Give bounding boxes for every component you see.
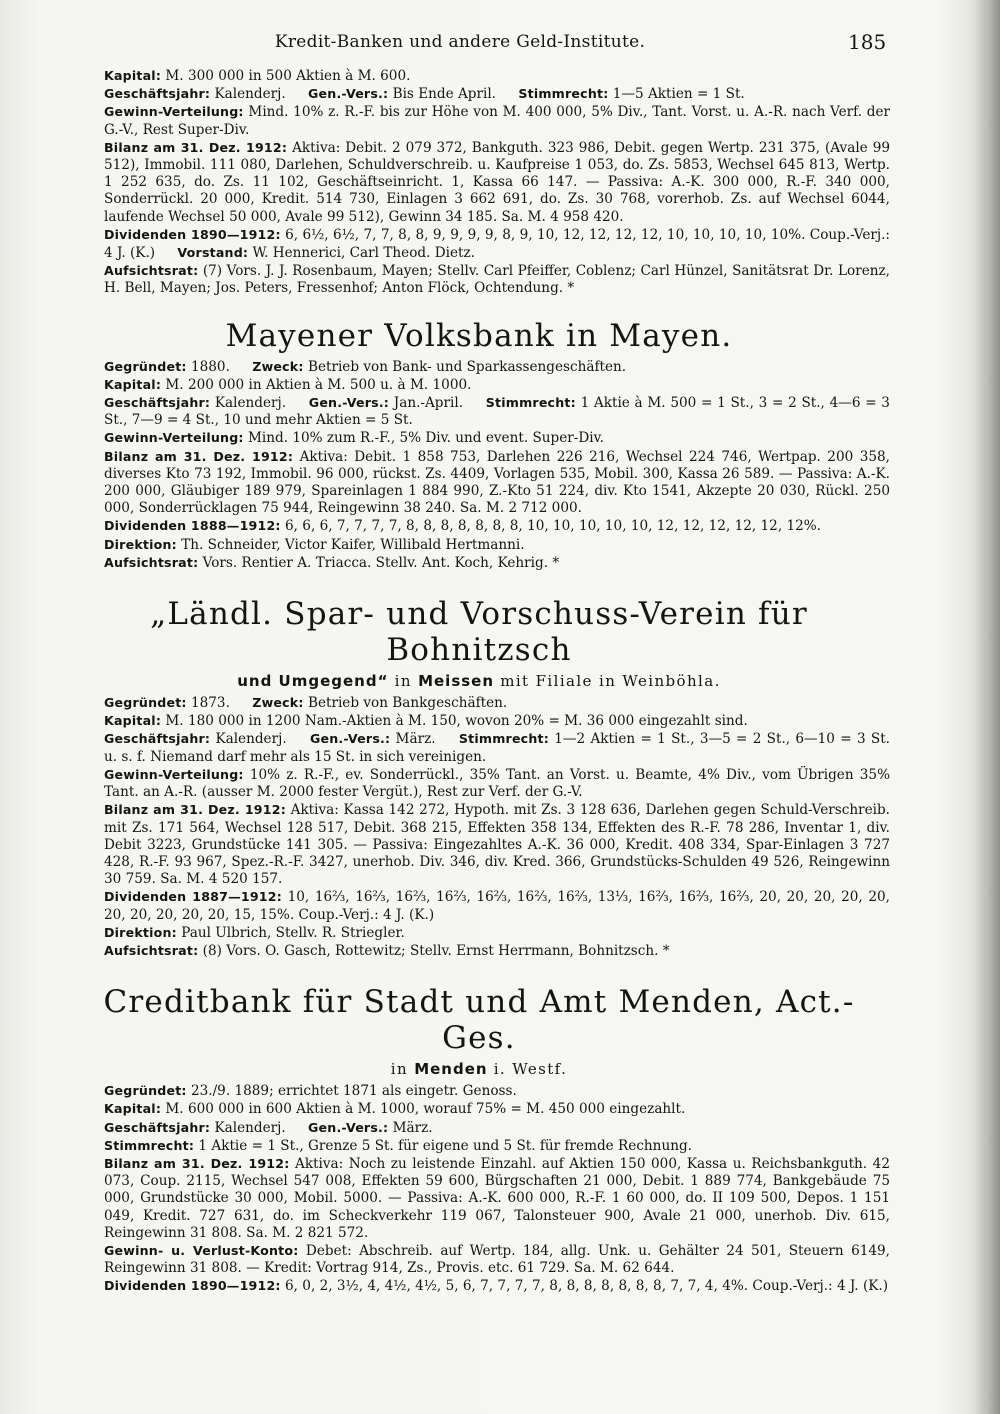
- entry-field: Bilanz am 31. Dez. 1912: Aktiva: Debit. 2 079 372, Bankguth. 323 986, Debit. gegen Wertp. 231 375, (Avale 99 512), Immobil. 111 080, Darlehen, Schuldverschreib. u. Kaufpreise 1 053, do. Zs. 5853, Wechsel 645 813, Wertp. 1 252 635, do. Zs. 11 102, Geschäftseinricht. 1, Kassa 66 147. — Passiva: A.-K. 300 000, R.-F. 340 000, Sonderrückl. 20 000, Kredit. 514 730, Einlagen 3 662 691, do. Zs. 30 768, vorerhob. Zs. auf Wechsel 6044, laufende Wechsel 50 000, Avale 99 512), Gewinn 34 185. Sa. M. 4 958 420.: [104, 139, 890, 225]
- entry-field: Aufsichtsrat: Vors. Rentier A. Triacca. Stellv. Ant. Koch, Kehrig. *: [104, 554, 560, 571]
- entry-field: Geschäftsjahr: Kalenderj. Gen.-Vers.: Jan.-April. Stimmrecht: 1 Aktie à M. 500 = 1 St., 3 = 2 St., 4—6 = 3 St., 7—9 = 4 St., 10 und mehr Aktien = 5 St.: [104, 395, 890, 429]
- entry-field: Kapital: M. 600 000 in 600 Aktien à M. 1000, worauf 75% = M. 450 000 eingezahlt.: [104, 1101, 686, 1118]
- entry-field: Dividenden 1890—1912: 6, 6½, 6½, 7, 7, 8, 8, 9, 9, 9, 9, 8, 9, 10, 12, 12, 12, 12, 10, 10, 10, 10, 10%. Coup.-Verj.: 4 J. (K.) Vorstand: W. Hennerici, Carl Theod. Dietz.: [104, 226, 890, 262]
- book-spine-shadow: [970, 0, 1000, 1414]
- subline-place: Meissen: [418, 672, 495, 691]
- text-column: [68, 67, 890, 1296]
- entry-field: Aufsichtsrat: (8) Vors. O. Gasch, Rottewitz; Stellv. Ernst Herrmann, Bohnitzsch. *: [104, 942, 670, 959]
- entry-field: Gewinn-Verteilung: Mind. 10% zum R.-F., 5% Div. und event. Super-Div.: [104, 430, 604, 447]
- entry-field: Direktion: Th. Schneider, Victor Kaifer, Willibald Hertmanni.: [104, 536, 525, 553]
- entry-continued: [68, 67, 890, 298]
- entry-field: Aufsichtsrat: (7) Vors. J. J. Rosenbaum, Mayen; Stellv. Carl Pfeiffer, Coblenz; Carl Hünzel, Sanitätsrat Dr. Lorenz, H. Bell, Mayen; Jos. Peters, Fressenhof; Anton Flöck, Ochtendung. *: [104, 263, 890, 297]
- bank-title: „Ländl. Spar- und Vorschuss-Verein für Bohnitzsch: [150, 596, 808, 669]
- entry-field: Gewinn- u. Verlust-Konto: Debet: Abschreib. auf Wertp. 184, allg. Unk. u. Gehälter 24 501, Steuern 6149, Reingewinn 31 808. — Kredit: Vortrag 914, Zs., Provis. etc. 61 729. Sa. M. 62 644.: [104, 1242, 890, 1277]
- entry-field: Kapital: M. 300 000 in 500 Aktien à M. 600.: [104, 68, 411, 84]
- bank-subline: in Menden i. Westf.: [390, 1060, 568, 1079]
- entry-creditbank-menden: [68, 984, 890, 1295]
- entry-field: Stimmrecht: 1 Aktie = 1 St., Grenze 5 St. für eigene und 5 St. für fremde Rechnung.: [104, 1137, 692, 1154]
- running-title: Kredit-Banken und andere Geld-Institute.: [274, 32, 646, 52]
- entry-field: Direktion: Paul Ulbrich, Stellv. R. Striegler.: [104, 924, 405, 941]
- entry-field: Dividenden 1890—1912: 6, 0, 2, 3½, 4, 4½, 4½, 5, 6, 7, 7, 7, 7, 8, 8, 8, 8, 8, 8, 8, 7, 7, 4, 4%. Coup.-Verj.: 4 J. (K.): [104, 1278, 889, 1295]
- subline-place: Menden: [414, 1060, 488, 1079]
- bank-title: Creditbank für Stadt und Amt Menden, Act.-Ges.: [103, 984, 855, 1057]
- entry-field: Gewinn-Verteilung: Mind. 10% z. R.-F. bis zur Höhe von M. 400 000, 5% Div., Tant. Vorst. u. A.-R. nach Verf. der G.-V., Rest Super-Div.: [104, 104, 890, 138]
- page-number: 185: [848, 30, 887, 54]
- entry-field: Gegründet: 23./9. 1889; errichtet 1871 als eingetr. Genoss.: [104, 1083, 517, 1100]
- entry-field: Dividenden 1888—1912: 6, 6, 6, 7, 7, 7, 7, 8, 8, 8, 8, 8, 8, 8, 10, 10, 10, 10, 10, 12, 12, 12, 12, 12, 12%.: [104, 518, 822, 535]
- entry-field: Kapital: M. 180 000 in 1200 Nam.-Aktien à M. 150, wovon 20% = M. 36 000 eingezahlt sind.: [104, 713, 748, 730]
- page-header: [0, 32, 1000, 58]
- bank-title: Mayener Volksbank in Mayen.: [225, 317, 733, 354]
- entry-bohnitzsch-verein: [68, 596, 890, 960]
- subline-bold: und Umgegend“: [237, 672, 389, 691]
- entry-mayener-volksbank: [68, 318, 890, 572]
- entry-field: Geschäftsjahr: Kalenderj. Gen.-Vers.: Bis Ende April. Stimmrecht: 1—5 Aktien = 1 St.: [104, 86, 745, 103]
- entry-field: Bilanz am 31. Dez. 1912: Aktiva: Noch zu leistende Einzahl. auf Aktien 150 000, Kassa u. Reichsbankguth. 42 073, Coup. 2115, Wechsel 547 008, Effekten 59 600, Bürgschaften 21 000, Debit. 1 889 774, Bankgebäude 75 000, Grundstücke 30 000, Mobil. 5000. — Passiva: A.-K. 600 000, R.-F. 1 60 000, do. II 109 500, Depos. 1 151 049, Kredit. 727 631, do. im Scheckverkehr 119 067, Talonsteuer 900, Avale 21 000, unerhob. Div. 615, Reingewinn 31 808. Sa. M. 2 821 572.: [104, 1155, 890, 1241]
- entry-field: Gegründet: 1873. Zweck: Betrieb von Bankgeschäften.: [104, 695, 508, 712]
- bank-subline: und Umgegend“ in Meissen mit Filiale in Weinböhla.: [237, 672, 721, 691]
- entry-field: Geschäftsjahr: Kalenderj. Gen.-Vers.: März. Stimmrecht: 1—2 Aktien = 1 St., 3—5 = 2 St., 6—10 = 3 St. u. s. f. Niemand darf mehr als 15 St. in sich vereinigen.: [104, 731, 890, 765]
- entry-field: Dividenden 1887—1912: 10, 16⅔, 16⅔, 16⅔, 16⅔, 16⅔, 16⅔, 16⅔, 13⅓, 16⅔, 16⅔, 16⅔, 20, 20, 20, 20, 20, 20, 20, 20, 20, 20, 15, 15%. Coup.-Verj.: 4 J. (K.): [104, 889, 890, 923]
- entry-field: Kapital: M. 200 000 in Aktien à M. 500 u. à M. 1000.: [104, 376, 472, 393]
- entry-field: Gewinn-Verteilung: 10% z. R.-F., ev. Sonderrückl., 35% Tant. an Vorst. u. Beamte, 4% Div., vom Übrigen 35% Tant. an A.-R. (ausser M. 2000 fester Vergüt.), Rest zur Verf. der G.-V.: [104, 766, 890, 801]
- entry-field: Bilanz am 31. Dez. 1912: Aktiva: Debit. 1 858 753, Darlehen 226 216, Wechsel 224 746, Wertpap. 200 358, diverses Kto 73 192, Immobil. 96 000, rückst. Zs. 4409, Vorlagen 535, Mobil. 300, Kassa 26 589. — Passiva: A.-K. 200 000, Gläubiger 189 979, Spareinlagen 1 884 990, Z.-Kto 51 224, div. Kto 1541, Akzepte 20 030, Rückl. 250 000, Sonderrücklagen 75 944, Reingewinn 38 240. Sa. M. 2 712 000.: [104, 448, 890, 517]
- entry-field: Gegründet: 1880. Zweck: Betrieb von Bank- und Sparkassengeschäften.: [104, 358, 627, 375]
- entry-field: Bilanz am 31. Dez. 1912: Aktiva: Kassa 142 272, Hypoth. mit Zs. 3 128 636, Darlehen gegen Schuld-Verschreib. mit Zs. 171 564, Wechsel 128 517, Debit. 368 215, Effekten 358 134, Effekten des R.-F. 78 286, Inventar 1, div. Debit 3223, Grundstücke 141 305. — Passiva: Eingezahltes A.-K. 36 000, Kredit. 408 334, Spar-Einlagen 3 727 428, R.-F. 93 967, Spez.-R.-F. 3427, unerhob. Div. 346, div. Kred. 366, Grundstücks-Schulden 49 526, Reingewinn 30 759. Sa. M. 4 520 157.: [104, 802, 890, 888]
- entry-field: Geschäftsjahr: Kalenderj. Gen.-Vers.: März.: [104, 1119, 433, 1136]
